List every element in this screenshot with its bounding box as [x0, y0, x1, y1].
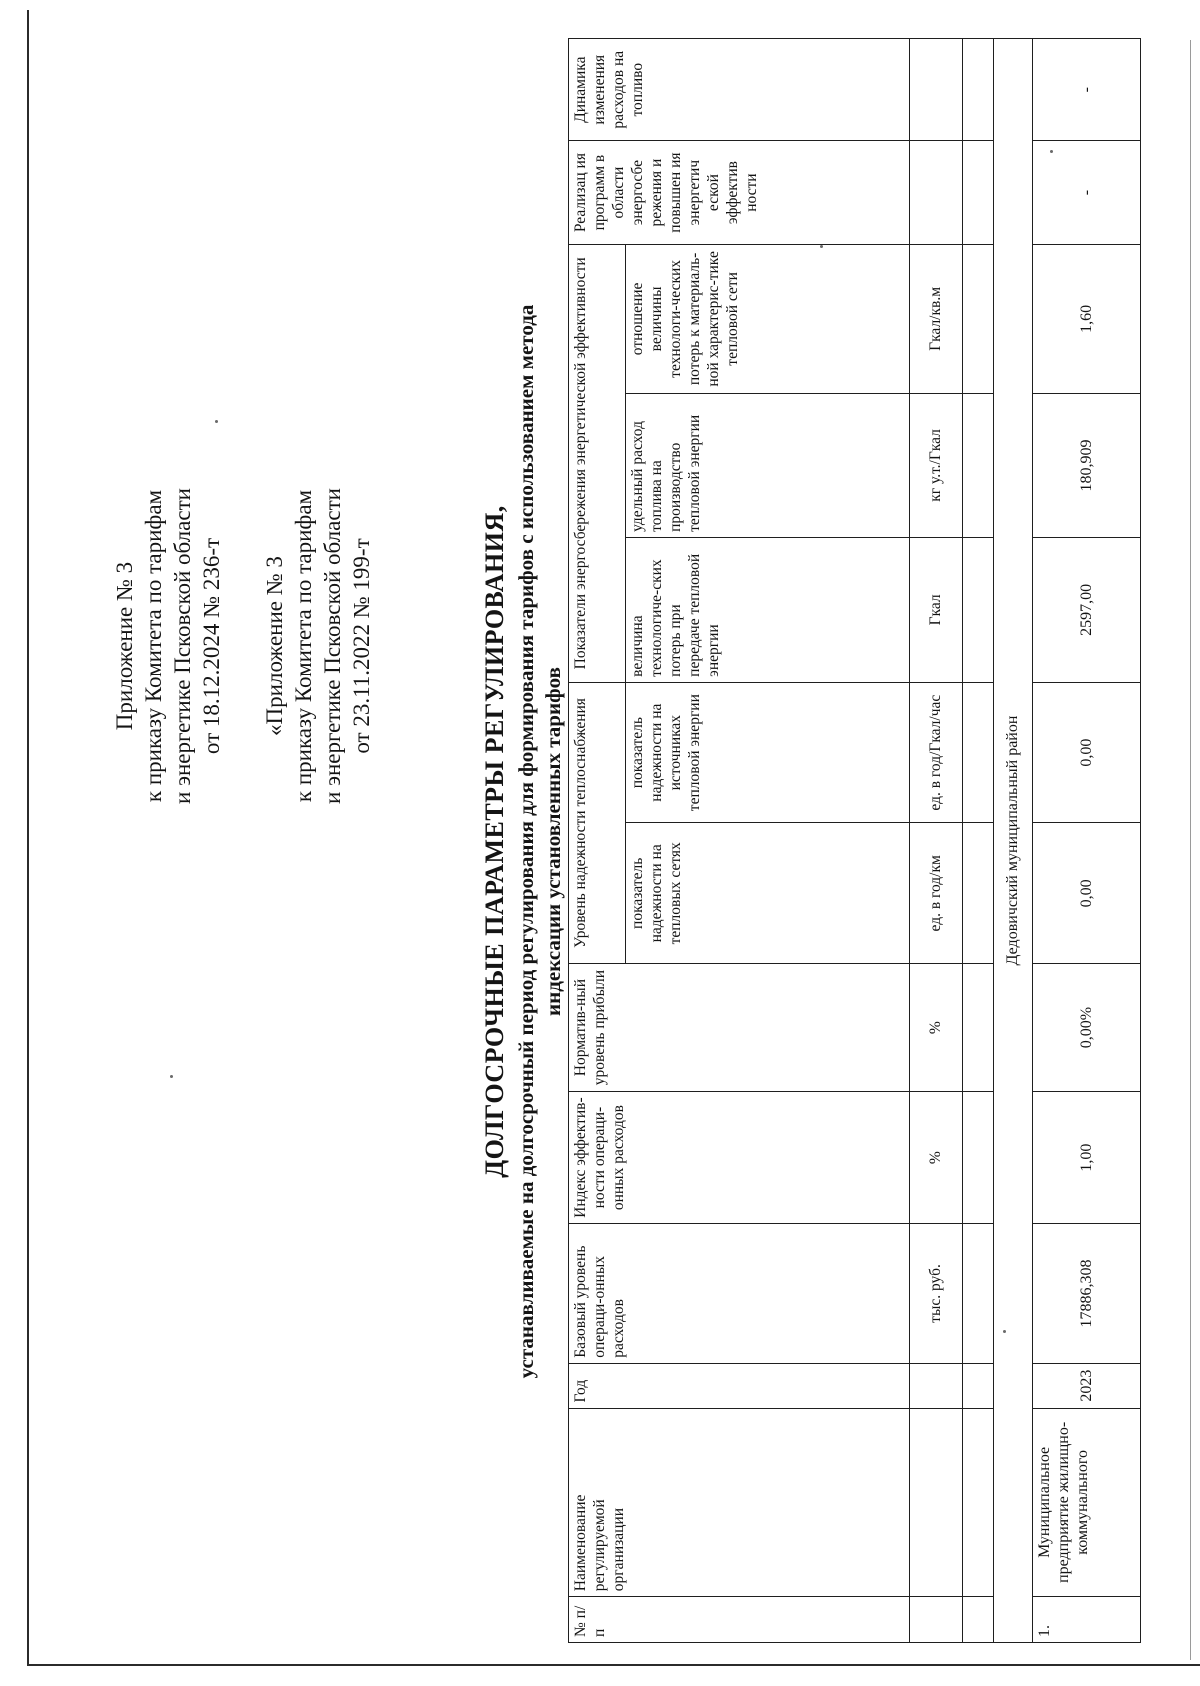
cell-fuel-rate: 180,909 — [1032, 394, 1140, 538]
document-title: ДОЛГОСРОЧНЫЕ ПАРАМЕТРЫ РЕГУЛИРОВАНИЯ, — [480, 505, 509, 1178]
spacer-cell — [962, 823, 993, 964]
spacer-row — [962, 39, 993, 1643]
unit-org-empty — [909, 1408, 962, 1597]
unit-programs-empty — [909, 141, 962, 244]
header-profit-level: Норматив-ный уровень прибыли — [569, 964, 910, 1092]
appendix-current-line2: к приказу Комитета по тарифам — [141, 489, 166, 803]
unit-reliability-networks: ед. в год/км — [909, 823, 962, 964]
header-energy-group: Показатели энергосбережения энергетической эффективности — [569, 244, 626, 682]
unit-loss-value: Гкал — [909, 537, 962, 682]
cell-programs: - — [1032, 141, 1140, 244]
cell-year: 2023 — [1032, 1363, 1140, 1408]
spacer-cell — [962, 682, 993, 823]
district-row — [993, 39, 1032, 1643]
cell-base-level: 17886,308 — [1032, 1224, 1140, 1364]
header-efficiency-index: Индекс эффектив-ности операци-онных расходов — [569, 1092, 910, 1224]
header-loss-value: величина технологиче-ских потерь при передаче тепловой энергии — [626, 537, 910, 682]
header-org: Наименование регулируемой организации — [569, 1408, 910, 1597]
unit-efficiency-index: % — [909, 1092, 962, 1224]
cell-org: Муниципальное предприятие жилищно-коммунального — [1032, 1408, 1140, 1597]
spacer-cell — [962, 244, 993, 393]
spacer-cell — [962, 1092, 993, 1224]
unit-loss-ratio: Гкал/кв.м — [909, 244, 962, 393]
header-reliability-group: Уровень надежности теплоснабжения — [569, 682, 626, 963]
cell-loss-ratio: 1,60 — [1032, 244, 1140, 393]
cell-reliability-sources: 0,00 — [1032, 682, 1140, 823]
regulation-parameters-table — [568, 38, 1141, 1643]
units-row — [909, 39, 962, 1643]
unit-reliability-sources: ед. в год/Гкал/час — [909, 682, 962, 823]
unit-base-level: тыс. руб. — [909, 1224, 962, 1364]
header-row-1 — [569, 39, 626, 1643]
cell-profit-level: 0,00% — [1032, 964, 1140, 1092]
header-num: № п/п — [569, 1597, 910, 1643]
header-loss-ratio: отношение величины технологи-ческих потерь к материаль-ной характерис-тике тепловой сети — [626, 244, 910, 393]
spacer-cell — [962, 39, 993, 141]
unit-fuel-rate: кг у.т./Гкал — [909, 394, 962, 538]
unit-fuel-dynamics-empty — [909, 39, 962, 141]
spacer-cell — [962, 1408, 993, 1597]
cell-num: 1. — [1032, 1597, 1140, 1643]
spacer-cell — [962, 964, 993, 1092]
cell-reliability-networks: 0,00 — [1032, 823, 1140, 964]
table-row — [1032, 39, 1140, 1643]
appendix-current-line1: Приложение № 3 — [112, 561, 137, 731]
spacer-cell — [962, 1363, 993, 1408]
cell-efficiency-index: 1,00 — [1032, 1092, 1140, 1224]
spacer-cell — [962, 1597, 993, 1643]
cell-loss-value: 2597,00 — [1032, 537, 1140, 682]
unit-num-empty — [909, 1597, 962, 1643]
unit-year-empty — [909, 1363, 962, 1408]
appendix-original-line3: и энергетике Псковской области — [320, 488, 345, 804]
spacer-cell — [962, 394, 993, 538]
appendix-original-line4: от 23.11.2022 № 199-т — [349, 538, 374, 754]
header-fuel-dynamics: Динамика изменения расходов на топливо — [569, 39, 910, 141]
header-programs: Реализац ия программ в области энергосбе режения и повышен ия энергетич еской эффектив ности — [569, 141, 910, 244]
spacer-cell — [962, 141, 993, 244]
appendix-current-line4: от 18.12.2024 № 236-т — [199, 537, 224, 755]
header-fuel-rate: удельный расход топлива на производство тепловой энергии — [626, 394, 910, 538]
spacer-cell — [962, 537, 993, 682]
subtitle-line-2: индексации установленных тарифов — [541, 667, 565, 1016]
header-reliability-networks: показатель надежности на тепловых сетях — [626, 823, 910, 964]
header-base-level: Базовый уровень операци-онных расходов — [569, 1224, 910, 1364]
appendix-original-line1: «Приложение № 3 — [262, 556, 287, 736]
document-subtitle — [513, 40, 567, 1643]
header-year: Год — [569, 1363, 910, 1408]
unit-profit-level: % — [909, 964, 962, 1092]
subtitle-line-1: устанавливаемые на долгосрочный период регулирования для формирования тарифов с использованием метода — [514, 304, 538, 1379]
district-name: Дедовичский муниципальный район — [993, 39, 1032, 1643]
appendix-original-block — [260, 296, 376, 996]
spacer-cell — [962, 1224, 993, 1364]
appendix-current-block — [110, 296, 226, 996]
cell-fuel-dynamics: - — [1032, 39, 1140, 141]
header-reliability-sources: показатель надежности на источниках тепловой энергии — [626, 682, 910, 823]
appendix-original-line2: к приказу Комитета по тарифам — [291, 489, 316, 803]
appendix-current-line3: и энергетике Псковской области — [170, 488, 195, 804]
